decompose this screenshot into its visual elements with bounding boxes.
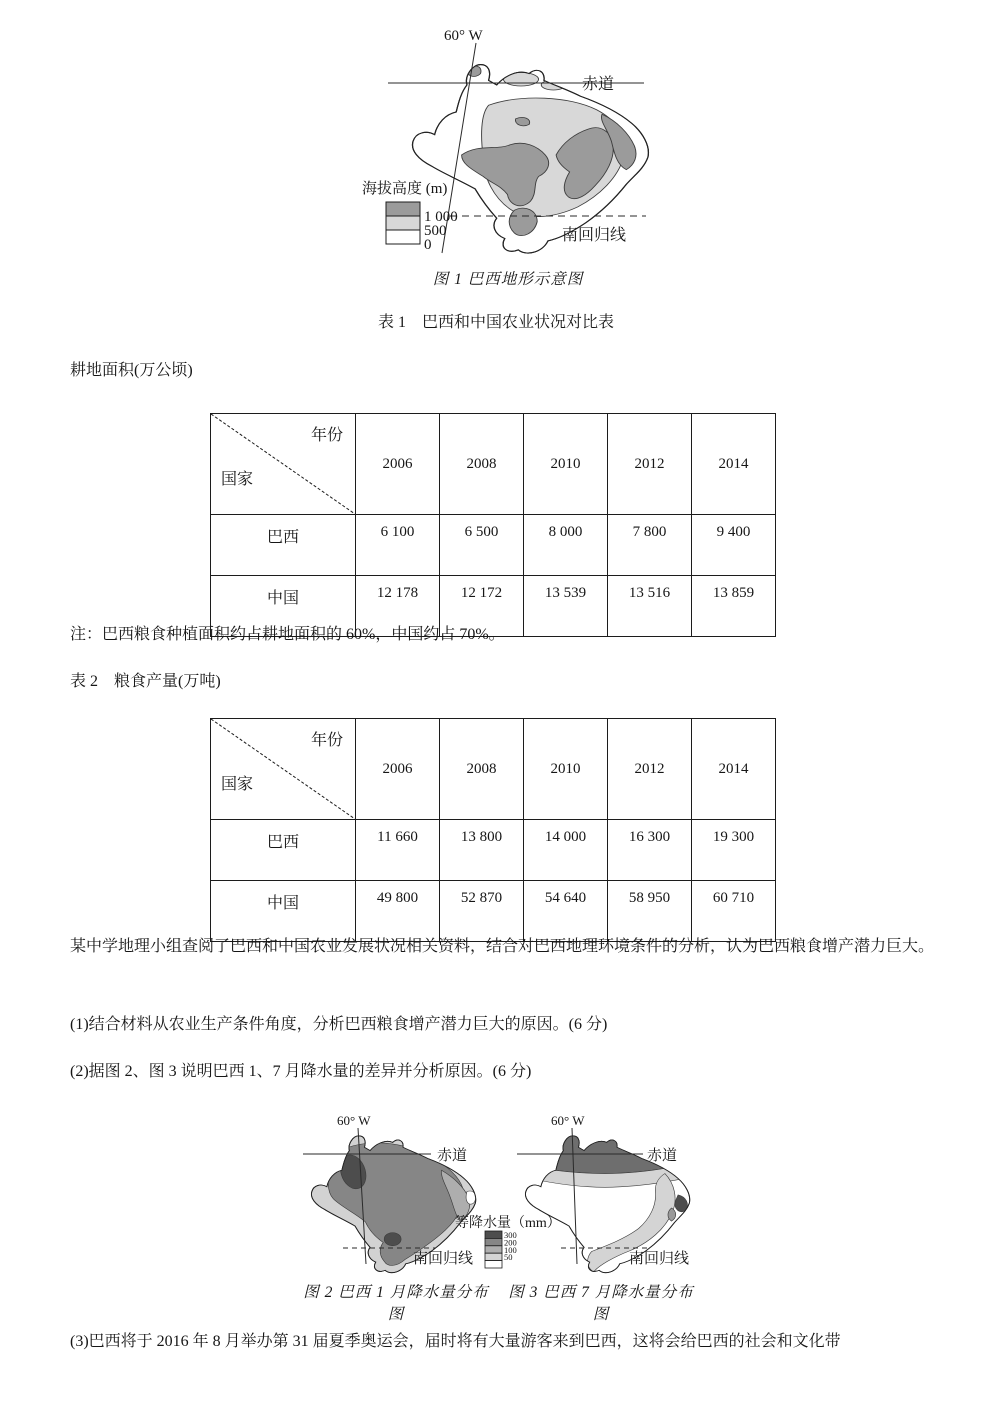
value-cell: 16 300 bbox=[608, 820, 692, 881]
country-cell: 中国 bbox=[211, 881, 356, 942]
legend-label-300: 300 bbox=[504, 1230, 517, 1240]
year-header: 2012 bbox=[608, 414, 692, 515]
corner-country-label: 国家 bbox=[221, 471, 254, 488]
figure3-caption: 图 3 巴西 7 月降水量分布图 bbox=[508, 1284, 694, 1323]
year-header: 2008 bbox=[440, 414, 524, 515]
value-cell: 52 870 bbox=[440, 881, 524, 942]
value-cell: 13 859 bbox=[692, 576, 776, 637]
tropic-label: 南回归线 bbox=[562, 227, 627, 244]
value-cell: 6 500 bbox=[440, 515, 524, 576]
intro-paragraph: 某中学地理小组查阅了巴西和中国农业发展状况相关资料，结合对巴西地理环境条件的分析，认为巴西粮食增产潜力巨大。 bbox=[70, 938, 935, 955]
figure2-caption: 图 2 巴西 1 月降水量分布图 bbox=[303, 1284, 489, 1323]
value-cell: 6 100 bbox=[356, 515, 440, 576]
equator-label: 赤道 bbox=[437, 1148, 468, 1164]
legend-label-500: 500 bbox=[424, 223, 447, 239]
country-cell: 中国 bbox=[211, 576, 356, 637]
brazil-topography-map bbox=[358, 25, 658, 270]
value-cell: 9 400 bbox=[692, 515, 776, 576]
year-header: 2010 bbox=[524, 414, 608, 515]
brazil-precipitation-maps bbox=[285, 1112, 705, 1278]
precip-300-core bbox=[384, 1233, 401, 1246]
value-cell: 14 000 bbox=[524, 820, 608, 881]
question-2: (2)据图 2、图 3 说明巴西 1、7 月降水量的差异并分析原因。(6 分) bbox=[70, 1063, 532, 1080]
year-header: 2012 bbox=[608, 719, 692, 820]
year-header: 2006 bbox=[356, 719, 440, 820]
country-cell: 巴西 bbox=[211, 820, 356, 881]
corner-year-label: 年份 bbox=[310, 427, 343, 444]
table1-corner-cell bbox=[211, 414, 356, 515]
table-row bbox=[211, 820, 776, 881]
value-cell: 7 800 bbox=[608, 515, 692, 576]
elevation-500-patch bbox=[503, 72, 538, 86]
table2 bbox=[210, 718, 776, 942]
table1-note: 注：巴西粮食种植面积约占耕地面积的 60%，中国约占 70%。 bbox=[70, 626, 505, 643]
table1 bbox=[210, 413, 776, 637]
year-header: 2006 bbox=[356, 414, 440, 515]
question-1: (1)结合材料从农业生产条件角度，分析巴西粮食增产潜力巨大的原因。(6 分) bbox=[70, 1016, 608, 1033]
year-header: 2014 bbox=[692, 414, 776, 515]
country-cell: 巴西 bbox=[211, 515, 356, 576]
legend-swatch-0 bbox=[485, 1261, 502, 1268]
elevation-1000-patch bbox=[515, 117, 529, 125]
value-cell: 49 800 bbox=[356, 881, 440, 942]
meridian-label: 60° W bbox=[337, 1113, 371, 1128]
year-header: 2010 bbox=[524, 719, 608, 820]
table1-subtitle: 耕地面积(万公顷) bbox=[70, 362, 193, 379]
legend-label-50: 50 bbox=[504, 1252, 513, 1263]
legend-swatch-500 bbox=[386, 216, 420, 230]
legend-label-200: 200 bbox=[504, 1237, 517, 1248]
legend-swatch-100 bbox=[485, 1246, 502, 1253]
corner-country-label: 国家 bbox=[221, 776, 254, 793]
legend-swatch-0 bbox=[386, 230, 420, 244]
value-cell: 54 640 bbox=[524, 881, 608, 942]
legend-title: 等降水量（mm） bbox=[455, 1216, 561, 1231]
value-cell: 12 172 bbox=[440, 576, 524, 637]
meridian-label: 60° W bbox=[444, 28, 483, 44]
value-cell: 13 516 bbox=[608, 576, 692, 637]
value-cell: 8 000 bbox=[524, 515, 608, 576]
legend-swatch-300 bbox=[485, 1231, 502, 1238]
value-cell: 13 539 bbox=[524, 576, 608, 637]
equator-label: 赤道 bbox=[647, 1148, 678, 1164]
year-header: 2014 bbox=[692, 719, 776, 820]
equator-label: 赤道 bbox=[582, 76, 615, 93]
value-cell: 19 300 bbox=[692, 820, 776, 881]
year-header: 2008 bbox=[440, 719, 524, 820]
table2-title: 表 2 粮食产量(万吨) bbox=[70, 673, 221, 690]
legend-label-0: 0 bbox=[424, 237, 432, 253]
tropic-label: 南回归线 bbox=[413, 1251, 474, 1267]
legend-swatch-200 bbox=[485, 1238, 502, 1245]
figure1-caption: 图 1 巴西地形示意图 bbox=[432, 271, 584, 288]
value-cell: 58 950 bbox=[608, 881, 692, 942]
legend-label-1000: 1 000 bbox=[424, 209, 458, 225]
meridian-label: 60° W bbox=[551, 1113, 585, 1128]
value-cell: 11 660 bbox=[356, 820, 440, 881]
legend-label-100: 100 bbox=[504, 1244, 517, 1255]
value-cell: 13 800 bbox=[440, 820, 524, 881]
legend-swatch-1000 bbox=[386, 202, 420, 216]
elevation-1000-patch bbox=[467, 66, 481, 77]
legend-swatch-50 bbox=[485, 1253, 502, 1260]
value-cell: 60 710 bbox=[692, 881, 776, 942]
table2-corner-cell bbox=[211, 719, 356, 820]
corner-year-label: 年份 bbox=[310, 732, 343, 749]
value-cell: 12 178 bbox=[356, 576, 440, 637]
table-row bbox=[211, 515, 776, 576]
table1-title: 表 1 巴西和中国农业状况对比表 bbox=[377, 314, 614, 331]
legend-title: 海拔高度 (m) bbox=[362, 181, 448, 197]
tropic-label: 南回归线 bbox=[629, 1251, 690, 1267]
question-3: (3)巴西将于 2016 年 8 月举办第 31 届夏季奥运会，届时将有大量游客来到巴西，这将会给巴西的社会和文化带 bbox=[70, 1333, 841, 1350]
